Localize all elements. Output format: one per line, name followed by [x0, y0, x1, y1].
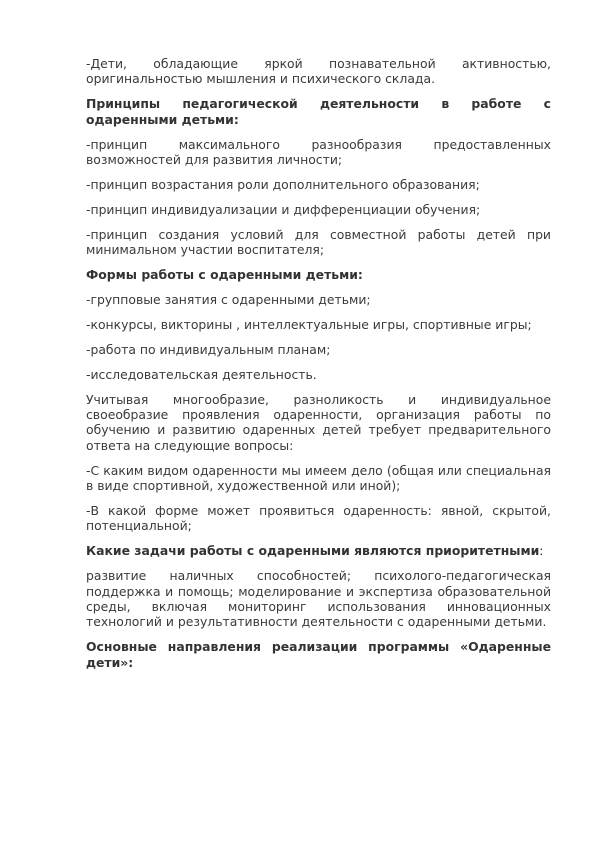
list-item-principle-additional-education: -принцип возрастания роли дополнительного образования; [86, 176, 480, 192]
list-item-question-form: -В какой форме может проявиться одаренность: явной, скрытой, потенциальной; [86, 503, 551, 534]
document-page [86, 56, 551, 680]
list-item-principle-individualization: -принцип индивидуализации и дифференциации обучения; [86, 201, 481, 217]
paragraph-children-description: -Дети, обладающие яркой познавательной активностью, оригинальностью мышления и психического склада. [86, 56, 551, 87]
list-item-form-research: -исследовательская деятельность. [86, 366, 317, 382]
paragraph-diversity-questions: Учитывая многообразие, разноликость и индивидуальное своеобразие проявления одаренности, организация работы по обучению и развитию одаренных детей требует предварительного ответа на следующие вопросы: [86, 391, 551, 453]
list-item-form-individual-plans: -работа по индивидуальным планам; [86, 341, 331, 357]
heading-work-forms: Формы работы с одаренными детьми: [86, 267, 363, 283]
list-item-question-type: -С каким видом одаренности мы имеем дело (общая или специальная в виде спортивной, художественной или иной); [86, 462, 551, 494]
heading-program-directions: Основные направления реализации программы «Одаренные дети»: [86, 639, 551, 670]
heading-principles: Принципы педагогической деятельности в работе с одаренными детьми: [86, 96, 551, 127]
heading-priority-tasks [86, 543, 551, 558]
paragraph-priority-tasks: развитие наличных способностей; психолого-педагогическая поддержка и помощь; моделирование и экспертиза образовательной среды, включая мониторинг использования инновационных технологий и результативности деятельности с одаренными детьми. [86, 568, 551, 630]
list-item-form-group-classes: -групповые занятия с одаренными детьми; [86, 291, 371, 307]
heading-priority-tasks-text: Какие задачи работы с одаренными являются приоритетными [86, 543, 540, 559]
heading-priority-tasks-colon: : [539, 543, 544, 559]
list-item-principle-joint-work: -принцип создания условий для совместной работы детей при минимальном участии воспитателя; [86, 226, 551, 258]
list-item-principle-diversity: -принцип максимального разнообразия предоставленных возможностей для развития личности; [86, 136, 551, 168]
list-item-form-contests: -конкурсы, викторины , интеллектуальные игры, спортивные игры; [86, 316, 532, 332]
